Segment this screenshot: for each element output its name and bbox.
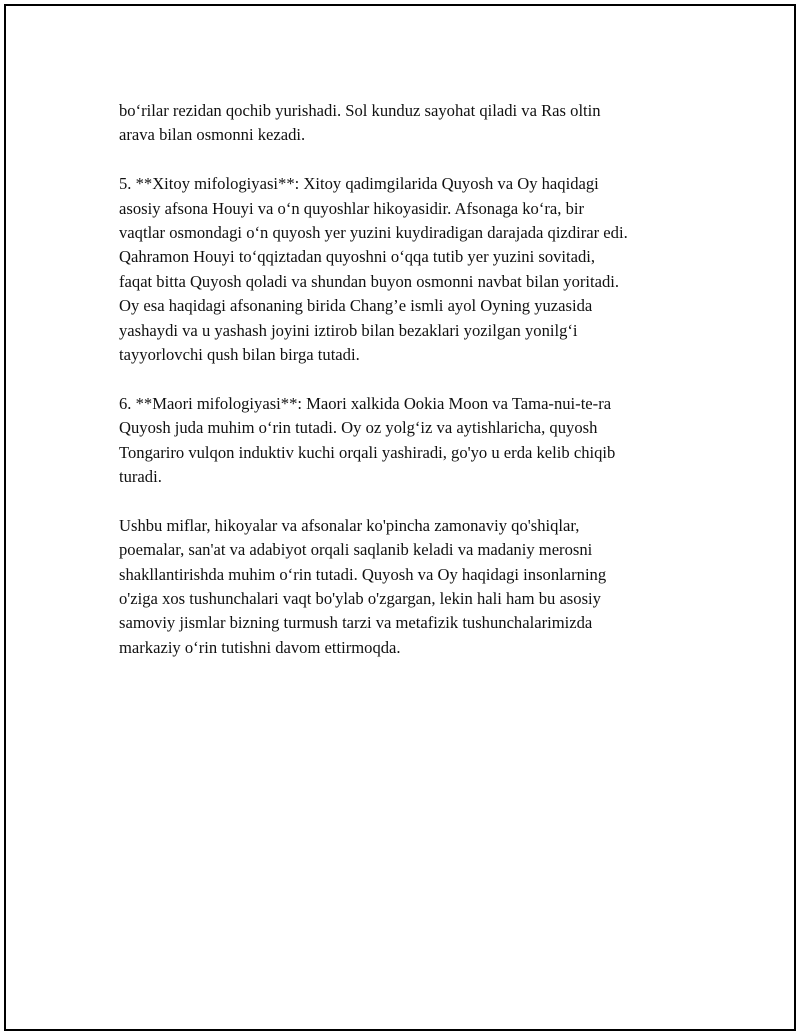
text-line: shakllantirishda muhim o‘rin tutadi. Quyosh va Oy haqidagi insonlarning — [119, 564, 607, 584]
page-frame — [4, 4, 796, 1031]
text-line: poemalar, san'at va adabiyot orqali saqlanib keladi va madaniy merosni — [119, 540, 593, 560]
text-line: Ushbu miflar, hikoyalar va afsonalar ko'pincha zamonaviy qo'shiqlar, — [119, 515, 580, 535]
text-line: Tongariro vulqon induktiv kuchi orqali yashiradi, go'yo u erda kelib chiqib — [119, 442, 616, 462]
document-body — [119, 99, 699, 685]
paragraph-maori-mythology — [119, 392, 699, 490]
text-line: vaqtlar osmondagi o‘n quyosh yer yuzini kuydiradigan darajada qizdirar edi. — [119, 223, 628, 243]
text-line: bo‘rilar rezidan qochib yurishadi. Sol kunduz sayohat qiladi va Ras oltin — [119, 101, 601, 120]
text-line: markaziy o‘rin tutishni davom ettirmoqda. — [119, 637, 401, 657]
text-line: tayyorlovchi qush bilan birga tutadi. — [119, 345, 360, 365]
text-line: turadi. — [119, 467, 162, 487]
text-line: Oy esa haqidagi afsonaning birida Chang’e ismli ayol Oyning yuzasida — [119, 296, 593, 316]
text-line: asosiy afsona Houyi va o‘n quyoshlar hikoyasidir. Afsonaga ko‘ra, bir — [119, 198, 584, 218]
text-line: 5. **Xitoy mifologiyasi**: Xitoy qadimgilarida Quyosh va Oy haqidagi — [119, 174, 599, 194]
text-line: o'ziga xos tushunchalari vaqt bo'ylab o'zgargan, lekin hali ham bu asosiy — [119, 589, 601, 609]
text-line: samoviy jismlar bizning turmush tarzi va metafizik tushunchalarimizda — [119, 613, 593, 633]
text-line: yashaydi va u yashash joyini iztirob bilan bezaklari yozilgan yonilg‘i — [119, 320, 578, 340]
text-line: faqat bitta Quyosh qoladi va shundan buyon osmonni navbat bilan yoritadi. — [119, 271, 620, 291]
text-line: Qahramon Houyi to‘qqiztadan quyoshni o‘qqa tutib yer yuzini sovitadi, — [119, 247, 596, 267]
text-line: Quyosh juda muhim o‘rin tutadi. Oy oz yolg‘iz va aytishlaricha, quyosh — [119, 418, 598, 438]
text-line: arava bilan osmonni kezadi. — [119, 125, 306, 145]
paragraph-conclusion — [119, 514, 699, 660]
paragraph-chinese-mythology — [119, 172, 699, 367]
text-line: 6. **Maori mifologiyasi**: Maori xalkida Ookia Moon va Tama-nui-te-ra — [119, 393, 612, 413]
paragraph-intro-continuation — [119, 99, 699, 148]
